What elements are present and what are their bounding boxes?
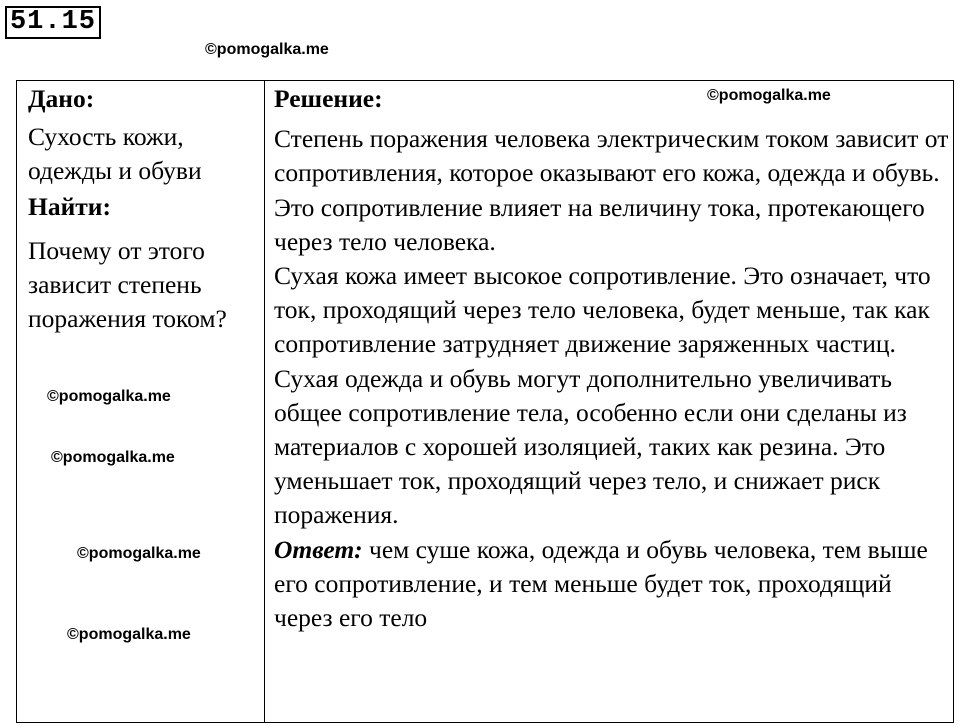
- watermark: ©pomogalka.me: [47, 388, 171, 405]
- answer-text: чем суше кожа, одежда и обувь человека, тем выше его сопротивление, и тем меньше будет ток, проходящий через его тело: [274, 534, 928, 633]
- answer-label: Ответ:: [274, 534, 363, 564]
- solution-paragraph: Сухая кожа имеет высокое сопротивление. Это означает, что ток, проходящий через тело человека, будет меньше, так как сопротивление затрудняет движение заряженных частиц. Сухая одежда и обувь могут дополнительно увеличивать общее сопротивление тела, особенно если они сделаны из материалов с хорошей изоляцией, таких как резина. Это уменьшает ток, проходящий через тело, и снижает риск поражения.: [274, 261, 931, 530]
- watermark: ©pomogalka.me: [77, 545, 201, 562]
- find-text: Почему от этого зависит степень поражения током?: [28, 236, 227, 333]
- watermark: ©pomogalka.me: [51, 449, 175, 466]
- given-text: Сухость кожи, одежды и обуви: [28, 122, 202, 185]
- solution-heading: Решение:: [274, 84, 383, 113]
- problem-number: 51.15: [5, 6, 101, 39]
- column-divider: [264, 80, 265, 723]
- watermark: ©pomogalka.me: [67, 626, 191, 643]
- given-heading: Дано:: [28, 84, 95, 113]
- answer: [274, 533, 950, 636]
- solution-column: [274, 82, 950, 635]
- watermark: ©pomogalka.me: [205, 41, 329, 58]
- given-column: [28, 82, 260, 336]
- solution-paragraph: Степень поражения человека электрическим током зависит от сопротивления, которое оказывают его кожа, одежда и обувь. Это сопротивление влияет на величину тока, протекающего через тело человека.: [274, 124, 949, 256]
- watermark: ©pomogalka.me: [707, 87, 831, 104]
- find-heading: Найти:: [28, 192, 111, 221]
